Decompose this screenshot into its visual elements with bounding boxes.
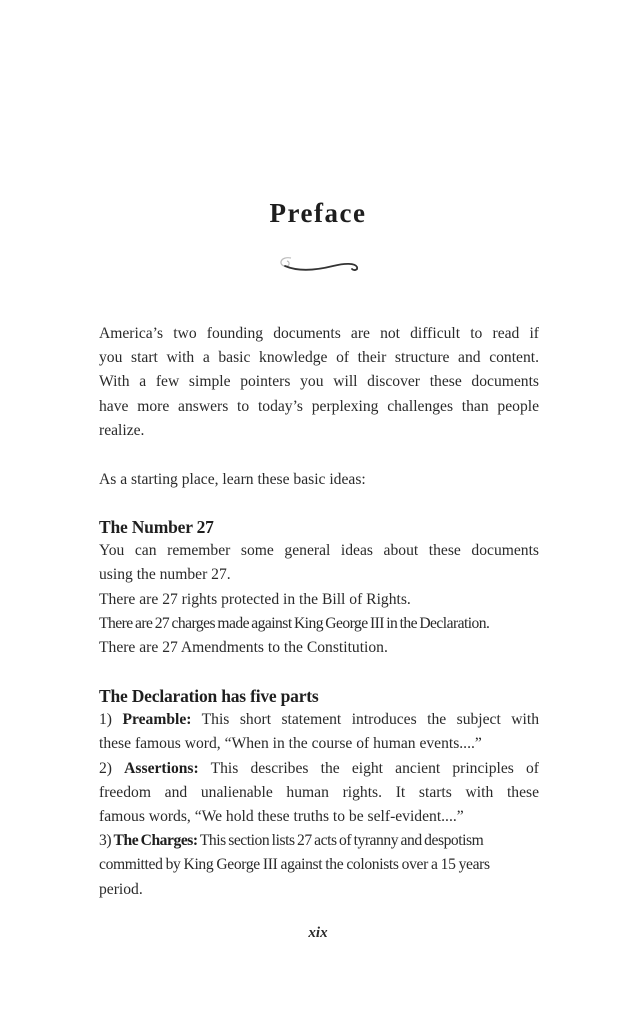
item-text: these famous word, “When in the course of human events....” xyxy=(99,735,482,753)
item-number: 1) xyxy=(99,711,112,729)
intro-line: America’s two founding documents are not difficult to read if xyxy=(99,325,539,342)
page-title: Preface xyxy=(269,198,367,228)
item-number: 2) xyxy=(99,759,112,777)
list-item-charges xyxy=(99,829,539,853)
intro-line: have more answers to today’s perplexing challenges than people xyxy=(99,397,539,415)
item-text: freedom and unalienable human rights. It starts with these xyxy=(99,783,539,801)
list-item-assertions xyxy=(99,757,539,781)
intro-paragraph xyxy=(99,322,539,443)
item-text: This describes the eight ancient principles of xyxy=(210,759,540,777)
lead-in-text: As a starting place, learn these basic ideas: xyxy=(99,471,366,488)
list-item-preamble xyxy=(99,708,539,732)
intro-line: you start with a basic knowledge of their structure and content. xyxy=(99,349,539,367)
section-heading: The Number 27 xyxy=(99,517,214,537)
item-text: famous words, “We hold these truths to be self-evident....” xyxy=(99,808,464,826)
item-text: This short statement introduces the subject with xyxy=(201,711,539,729)
item-text: This section lists 27 acts of tyranny and despotism xyxy=(199,832,484,850)
intro-line: realize. xyxy=(99,421,145,439)
intro-line: With a few simple pointers you will discover these documents xyxy=(99,373,539,391)
page-number: xix xyxy=(308,925,328,941)
item-text: committed by King George III against the colonists over a 15 years xyxy=(99,856,490,874)
section-heading: The Declaration has five parts xyxy=(99,686,319,706)
lead-in xyxy=(99,468,539,492)
item-label: Preamble: xyxy=(122,711,192,729)
section-line: There are 27 Amendments to the Constitution. xyxy=(99,639,388,657)
item-label: Assertions: xyxy=(124,759,199,777)
section-line: using the number 27. xyxy=(99,566,231,584)
section-declaration-parts xyxy=(99,684,539,902)
section-line: You can remember some general ideas about these documents xyxy=(99,542,539,560)
item-text: period. xyxy=(99,880,143,898)
section-line: There are 27 charges made against King George III in the Declaration. xyxy=(99,614,490,632)
item-number: 3) xyxy=(99,832,112,850)
section-number-27 xyxy=(99,515,539,660)
flourish-ornament-icon xyxy=(277,252,361,276)
item-label: The Charges: xyxy=(113,832,198,850)
section-line: There are 27 rights protected in the Bill of Rights. xyxy=(99,590,411,608)
